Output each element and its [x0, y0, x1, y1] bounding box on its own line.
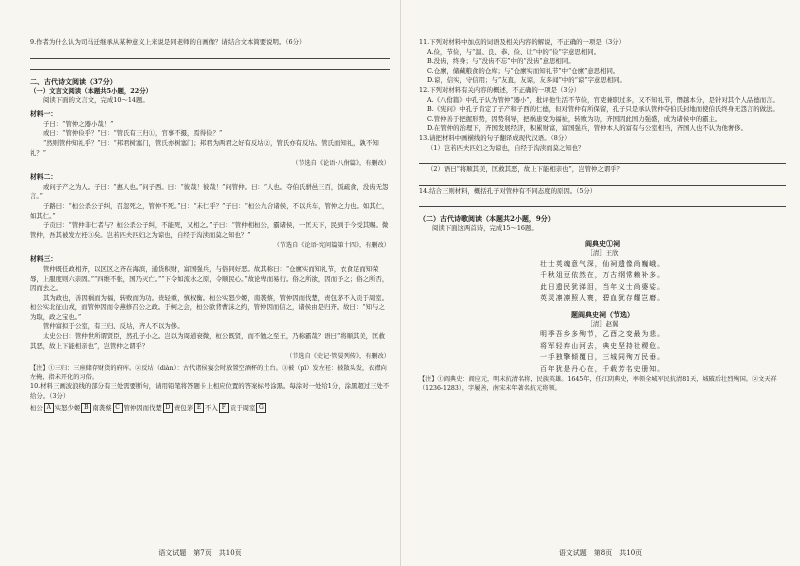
material-2-line: 子路曰：“桓公杀公子纠，召忽死之，管仲不死。”曰：“未仁乎？”子曰：“桓公九合诸侯，不以兵车，管仲之力也。如其仁，如其仁。” [30, 201, 389, 220]
question-14: 14.结合三则材料，概括孔子对管仲有不同态度的原因。（5分） [419, 186, 597, 195]
material-1-line: “然则管仲知礼乎？”曰：“邦君树塞门，管氏亦树塞门；邦君为两君之好有反坫②，管氏亦有反坫。管氏而知礼，孰不知礼？” [30, 138, 379, 157]
poem-2-title: 题阎典史祠（节选） [571, 309, 634, 319]
poem-line: 英灵凛凛照人寰，碧血犹存耀岂磨。 [540, 294, 665, 302]
poem-2-author: ［清］赵翼 [586, 319, 619, 328]
material-3-source: （节选自《史记·管晏列传》，有删改） [285, 353, 390, 361]
right-page [400, 0, 800, 566]
poem-line: 明季吾乡多殉节，乙酉之变最为悲。 [540, 330, 665, 339]
break-option-f[interactable]: F [219, 403, 229, 413]
material-3-line: 管仲富拟于公室，有三归、反坫，齐人不以为侈。 [43, 322, 184, 331]
break-option-c[interactable]: C [113, 403, 123, 413]
poem-1-title: 阎典史①祠 [585, 238, 620, 248]
option-b[interactable]: B.《宪问》中孔子肯定了子产和子西的仁德，但对管仲有所保留，孔子只是承认管仲夺伯氏封地而使伯氏终身无怨言的做法。 [427, 105, 779, 114]
question-11: 11.下列对材料中加点的词语及相关内容的解说，不正确的一项是（3分） [419, 38, 625, 46]
option-a[interactable]: A.俭，节俭，与“温、良、恭、俭、让”中的“俭”字意思相同。 [427, 47, 601, 56]
sentence-break-options [30, 403, 390, 414]
option-c[interactable]: C.仓廪，储藏粮食的仓库；与“仓廪实而知礼节”中“仓廪”意思相同。 [427, 66, 620, 75]
option-d[interactable]: D.谅，信实，守信用；与“友直，友谅，友多闻”中的“谅”字意思相同。 [427, 76, 626, 85]
break-option-g[interactable]: G [256, 403, 266, 413]
material-3-line: 管仲既任政相齐，以区区之齐在海滨，通货积财，富国强兵，与俗同好恶。故其称曰：“仓廪实而知礼节，衣食足而知荣辱，上服度则六亲固。”“四维不张，国乃灭亡。”“下令如流水之原，令顺民心。”故论卑而易行。俗之所欲，因而予之；俗之所否，因而去之。 [30, 264, 389, 293]
segment: 管仲因而伐楚 [123, 404, 162, 413]
annotation-note: 【注】①三归：三座储存财货的府库。②反坫（diàn）：古代诸侯宴会时放置空酒杯的土台。③被（pī）发左衽：披散头发，衣襟向左掩，指未开化的习俗。 [30, 364, 387, 382]
answer-line[interactable] [419, 197, 786, 207]
material-1-line: 子曰：“管仲之器小哉！” [43, 119, 114, 128]
page-footer: 语文试题 第8页 共10页 [558, 549, 643, 557]
material-1-label: 材料一： [30, 109, 58, 118]
material-3-line: 其为政也，善因祸而为福，转败而为功。贵轻重，慎权衡。桓公实怒少姬，南袭蔡，管仲因而伐楚，责包茅不入贡于周室。桓公实北征山戎，而管仲因而令燕修召公之政。于柯之会，桓公欲背曹沫之约，管仲因而信之，诸侯由是归齐。故曰：“知与之为取，政之宝也。” [30, 293, 389, 321]
material-2-line: 或问子产之为人。子曰：“惠人也。”问子西。曰：“彼哉！彼哉！”问管仲。曰：“人也。夺伯氏骈邑三百，饭疏食，没齿无怨言。” [30, 182, 389, 201]
poem-1-author: ［清］王欣 [586, 248, 619, 257]
translation-item-1: （1）岂若匹夫匹妇之为谅也，自经于沟渎而莫之知也？ [427, 143, 585, 152]
subsection-title: （二）古代诗歌阅读（本题共2小题，9分） [419, 214, 555, 224]
material-2-line: 子贡曰：“管仲非仁者与？桓公杀公子纠，不能死，又相之。”子曰：“管仲相桓公，霸诸侯，一匡天下，民到于今受其赐。微管仲，吾其被发左衽③矣。岂若匹夫匹妇之为谅也，自经于沟渎而莫之知也？” [30, 221, 389, 239]
question-12: 12.下列对材料有关内容的概述，不正确的一项是（3分） [419, 85, 581, 94]
poem-line: 此日遗民犹涕泪，当年义士尚婆娑。 [540, 282, 665, 291]
option-d[interactable]: D.在管仲的治理下，齐国发展经济，积累财富，富国强兵，管仲本人的富有与公室相当，齐国人也不认为他奢侈。 [427, 124, 748, 133]
section-title: 二、古代诗文阅读（37分） [30, 76, 117, 86]
segment: 责包茅 [173, 404, 194, 413]
option-a[interactable]: A.《八佾篇》中孔子认为管仲“器小”，批评他生活不节俭，官吏兼职过多，又不知礼节，僭越本分，是针对其个人品德而言。 [427, 95, 779, 104]
answer-line[interactable] [30, 60, 390, 70]
poem-line: 百年犹是丹心在，千载芳名史册知。 [540, 364, 665, 373]
material-1-line: 或曰：“管仲俭乎？”曰：“管氏有三归①，官事不摄，焉得俭？” [43, 129, 223, 138]
material-3-line: 太史公曰：管仲世所谓贤臣，然孔子小之。岂以为周道衰微，桓公既贤，而不勉之至王，乃称霸哉？语曰“将顺其美，匡救其恶，故上下能相亲也”，岂管仲之谓乎？ [30, 332, 385, 350]
reading-instruction: 阅读下面这两首诗，完成15～16题。 [432, 224, 538, 233]
poem-line: 将军轻弃山河去，典史坚持社稷危。 [540, 341, 665, 350]
segment: 桓公 [30, 404, 43, 413]
break-option-e[interactable]: E [194, 403, 204, 413]
break-option-b[interactable]: B [81, 403, 91, 413]
segment: 贡于周室 [229, 404, 256, 413]
break-option-a[interactable]: A [44, 403, 54, 413]
material-1-source: （节选自《论语·八佾篇》，有删改） [292, 160, 390, 168]
annotation-note: 【注】①阎典史：阎应元，明末抗清名将，民族英雄。1645年，任江阴典史，率领全城军民抗清81天，城破后壮烈殉国。②文天祥（1236-1283），字履善，南宋末年著名抗元将领。 [419, 376, 777, 393]
answer-line[interactable] [419, 154, 786, 164]
answer-line[interactable] [30, 49, 390, 59]
question-13: 13.请把材料中画横线的句子翻译成现代汉语。（8分） [419, 133, 571, 142]
option-c[interactable]: C.管仲善于把握形势，因势利导，把祸患变为福祉，转败为功，齐国因此国力强盛，成为诸侯中的霸主。 [427, 114, 722, 123]
translation-item-2: （2）语曰“将顺其美，匡救其恶，故上下能相亲也”，岂管仲之谓乎？ [427, 165, 623, 174]
reading-instruction: 阅读下面的文言文，完成10～14题。 [43, 96, 149, 105]
question-9: 9.作者为什么认为司马迁继承从某种意义上来说是同老师的自画像？请结合文本简要说明。（6分） [30, 38, 306, 46]
break-option-d[interactable]: D [163, 403, 173, 413]
poem-line: 千秋俎豆依然在，万古纲常赖补多。 [540, 271, 665, 279]
answer-line[interactable] [419, 176, 786, 186]
poem-line: 壮士英魂意气深，仙祠遗像尚巍峨。 [540, 259, 665, 268]
material-3-label: 材料三： [30, 254, 58, 263]
segment: 南袭蔡 [92, 404, 112, 413]
material-2-source: （节选自《论语·宪问篇第十四》，有删改） [273, 242, 390, 250]
material-2-label: 材料二： [30, 172, 58, 181]
option-b[interactable]: B.没齿，终身；与“没齿不忘”中的“没齿”意思相同。 [427, 57, 575, 66]
subsection-title: （一）文言文阅读（本题共5小题，22分） [30, 86, 152, 95]
poem-line: 一手独擎倾覆日，三城同殉万民垂。 [540, 353, 665, 362]
question-10: 10.材料三画波浪线的部分有三处需要断句，请用铅笔将答题卡上相应位置的答案标号涂黑。每涂对一处给1分，涂黑超过三处不给分。（3分） [30, 382, 390, 400]
segment: 不入 [205, 404, 218, 413]
page-footer: 语文试题 第7页 共10页 [158, 549, 242, 557]
segment: 实怒少姬 [54, 404, 81, 413]
